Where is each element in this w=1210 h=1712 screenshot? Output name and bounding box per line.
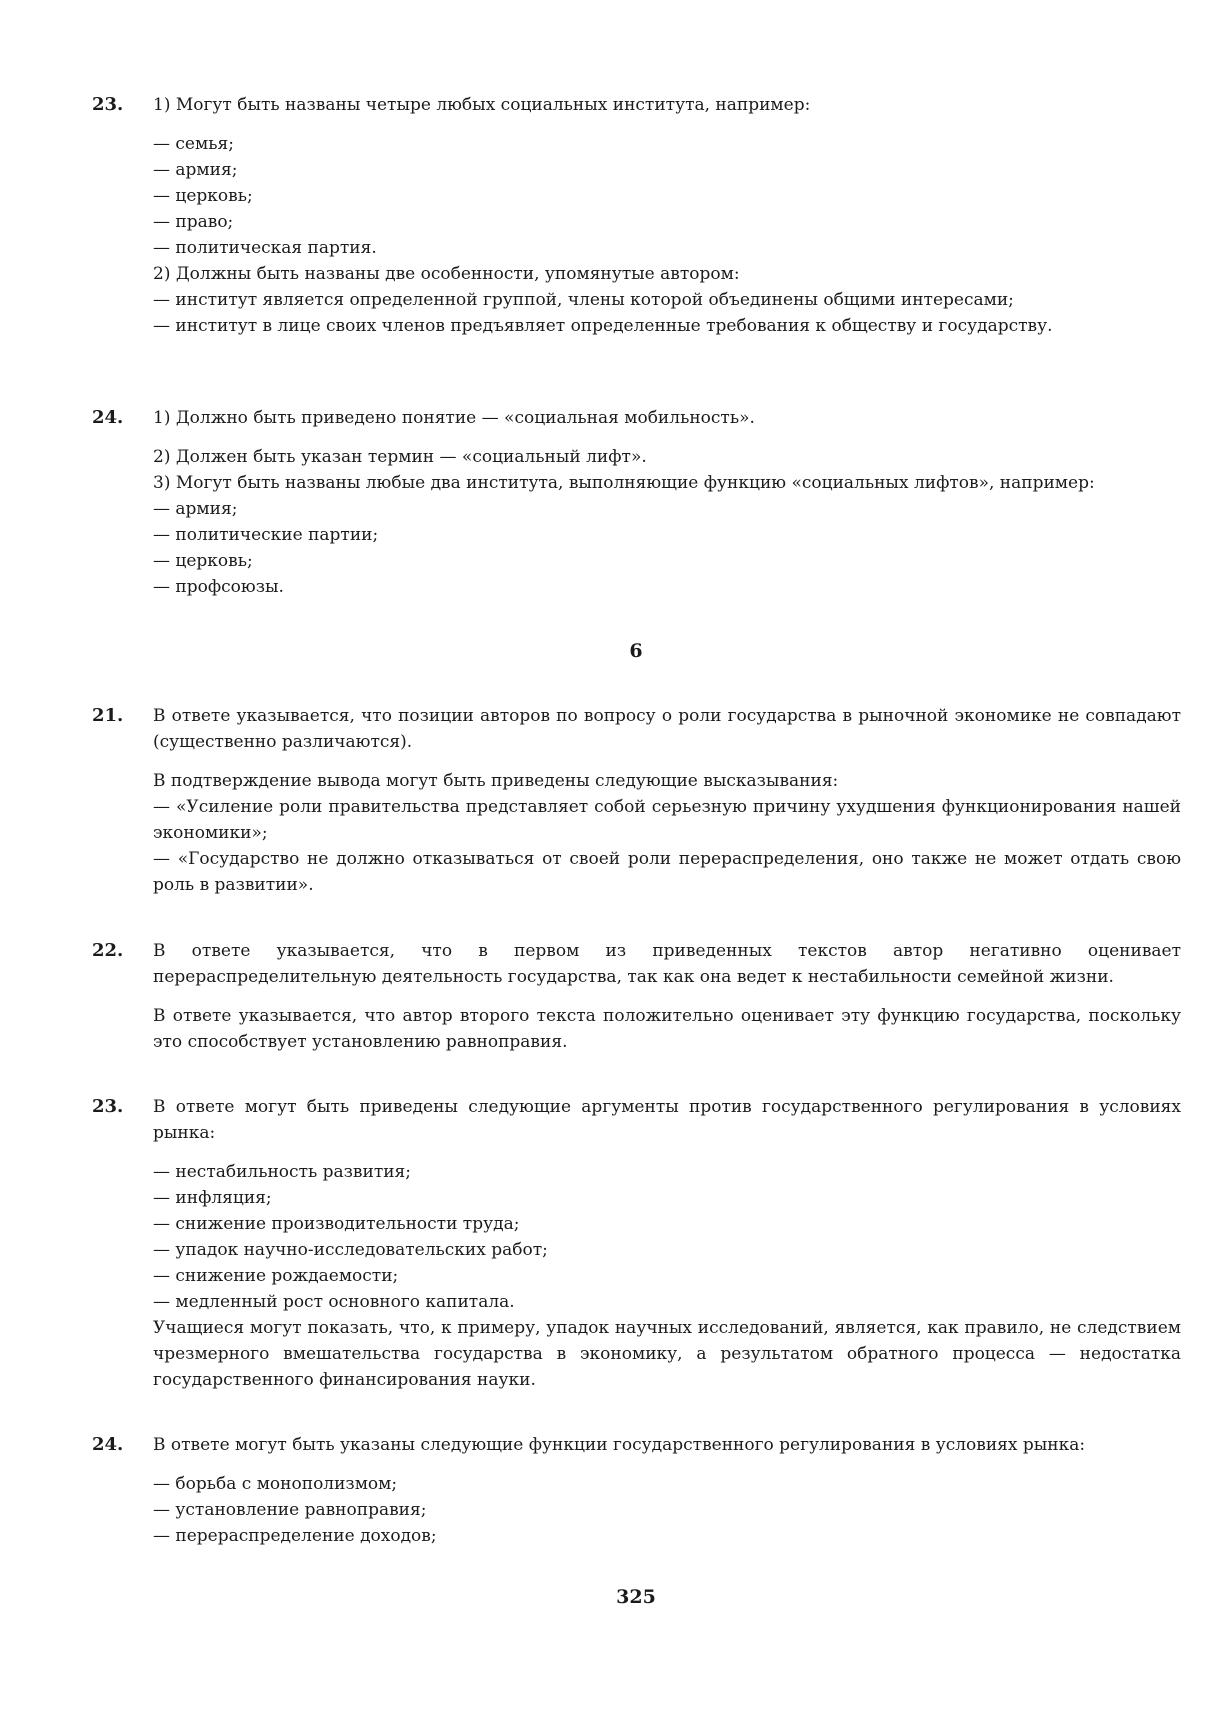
- list-item: — снижение производительности труда;: [153, 1214, 520, 1234]
- list-item: — церковь;: [153, 186, 253, 206]
- list-item: — борьба с монополизмом;: [153, 1474, 398, 1494]
- text-line: В ответе указывается, что позиции авторов по вопросу о роли государства в рыночной экономике не совпадают (существенно различаются).: [153, 706, 1181, 752]
- list-item: — нестабильность развития;: [153, 1162, 412, 1182]
- list-item: — «Усиление роли правительства представляет собой серьезную причину ухудшения функционирования нашей экономики»;: [153, 797, 1181, 843]
- text-line: В подтверждение вывода могут быть приведены следующие высказывания:: [153, 771, 839, 791]
- page-number: 325: [616, 1586, 656, 1608]
- list-item: — профсоюзы.: [153, 577, 284, 597]
- list-item: — политические партии;: [153, 525, 379, 545]
- text-line: 1) Должно быть приведено понятие — «социальная мобильность».: [153, 408, 755, 428]
- item-number: 21.: [92, 705, 124, 726]
- item-body: [153, 938, 1181, 1055]
- item-body: [153, 703, 1181, 898]
- text-line: 1) Могут быть названы четыре любых социальных института, например:: [153, 95, 811, 115]
- list-item: — армия;: [153, 160, 238, 180]
- item-number: 23.: [92, 1096, 124, 1117]
- item-number: 24.: [92, 407, 124, 428]
- item-number: 24.: [92, 1434, 124, 1455]
- item-body: [153, 405, 1181, 600]
- list-item: — церковь;: [153, 551, 253, 571]
- list-item: — политическая партия.: [153, 238, 377, 258]
- list-item: — армия;: [153, 499, 238, 519]
- list-item: — семья;: [153, 134, 234, 154]
- list-item: — перераспределение доходов;: [153, 1526, 437, 1546]
- text-line: В ответе могут быть указаны следующие функции государственного регулирования в условиях рынка:: [153, 1435, 1086, 1455]
- item-body: [153, 92, 1181, 339]
- text-line: Учащиеся могут показать, что, к примеру, упадок научных исследований, является, как правило, не следствием чрезмерного вмешательства государства в экономику, а результатом обратного процесса — недостатка государственного финансирования науки.: [153, 1318, 1181, 1390]
- text-line: В ответе указывается, что автор второго текста положительно оценивает эту функцию государства, поскольку это способствует установлению равноправия.: [153, 1006, 1181, 1052]
- text-line: В ответе указывается, что в первом из приведенных текстов автор негативно оценивает перераспределительную деятельность государства, так как она ведет к нестабильности семейной жизни.: [153, 941, 1181, 987]
- text-line: 2) Должны быть названы две особенности, упомянутые автором:: [153, 264, 740, 284]
- list-item: — упадок научно-исследовательских работ;: [153, 1240, 548, 1260]
- item-body: [153, 1094, 1181, 1393]
- list-item: — институт является определенной группой, члены которой объединены общими интересами;: [153, 290, 1014, 310]
- text-line: 3) Могут быть названы любые два института, выполняющие функцию «социальных лифтов», например:: [153, 473, 1095, 493]
- list-item: — инфляция;: [153, 1188, 272, 1208]
- item-body: [153, 1432, 1181, 1549]
- item-number: 22.: [92, 940, 124, 961]
- list-item: — установление равноправия;: [153, 1500, 427, 1520]
- list-item: — снижение рождаемости;: [153, 1266, 399, 1286]
- list-item: — право;: [153, 212, 234, 232]
- list-item: — «Государство не должно отказываться от своей роли перераспределения, оно также не может отдать свою роль в развитии».: [153, 849, 1181, 895]
- section-heading: 6: [629, 640, 643, 662]
- list-item: — институт в лице своих членов предъявляет определенные требования к обществу и государству.: [153, 316, 1053, 336]
- list-item: — медленный рост основного капитала.: [153, 1292, 515, 1312]
- item-number: 23.: [92, 94, 124, 115]
- text-line: В ответе могут быть приведены следующие аргументы против государственного регулирования в условиях рынка:: [153, 1097, 1181, 1143]
- text-line: 2) Должен быть указан термин — «социальный лифт».: [153, 447, 647, 467]
